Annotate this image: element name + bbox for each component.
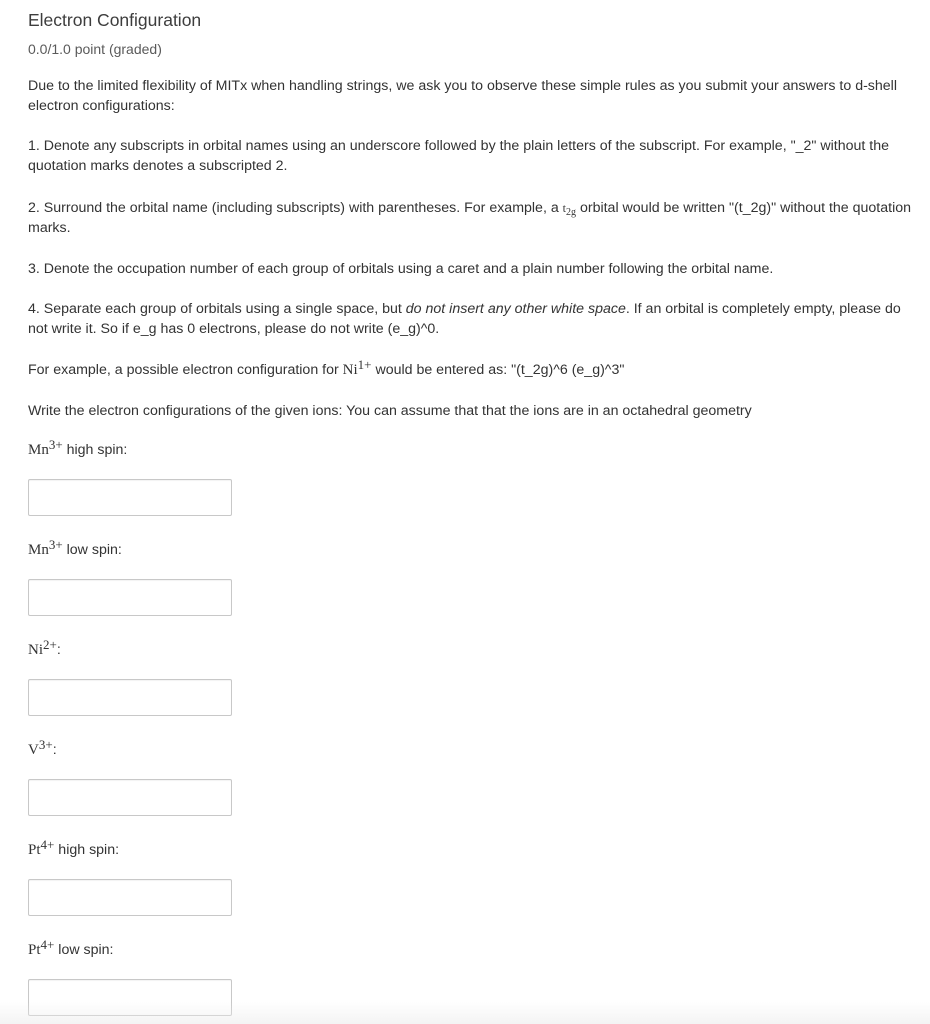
answer-input-v3[interactable] bbox=[28, 779, 232, 816]
question-suffix: low spin: bbox=[62, 542, 122, 558]
ion-charge: 3+ bbox=[48, 537, 63, 552]
instruction-text: Write the electron configurations of the given ions: You can assume that that the ions are in an octahedral geometry bbox=[28, 403, 752, 419]
ion-symbol bbox=[28, 637, 57, 658]
ion-element: Pt bbox=[28, 842, 41, 858]
rule-1-text: 1. Denote any subscripts in orbital names using an underscore followed by the plain letters of the subscript. For example, "_2" without the quotation marks denotes a subscripted 2. bbox=[28, 138, 889, 174]
question-label-pt4-low-spin bbox=[28, 937, 114, 959]
ion-charge: 3+ bbox=[48, 437, 63, 452]
rule-2-after: orbital would be written "(t_2g)" without the quotation marks. bbox=[28, 200, 912, 236]
ion-charge: 4+ bbox=[40, 937, 55, 952]
orbital-subscript: 2g bbox=[566, 207, 577, 218]
rule-2-text bbox=[28, 198, 918, 238]
question-label-mn3-low-spin bbox=[28, 537, 122, 559]
example-ion-symbol: Ni bbox=[342, 362, 358, 378]
orbital-base: t bbox=[562, 201, 567, 215]
ion-symbol bbox=[28, 837, 55, 858]
question-suffix: high spin: bbox=[54, 842, 120, 858]
question-suffix: : bbox=[56, 642, 61, 658]
example-before: For example, a possible electron configuration for bbox=[28, 362, 343, 378]
answer-input-ni2[interactable] bbox=[28, 679, 232, 716]
ion-symbol bbox=[28, 537, 63, 558]
intro-text: Due to the limited flexibility of MITx when handling strings, we ask you to observe these simple rules as you submit your answers to d-shell electron configurations: bbox=[28, 78, 897, 114]
problem-title: Electron Configuration bbox=[28, 10, 202, 30]
question-suffix: high spin: bbox=[62, 442, 128, 458]
ion-element: Pt bbox=[28, 942, 41, 958]
question-suffix: low spin: bbox=[54, 942, 114, 958]
example-text bbox=[28, 357, 918, 380]
example-after: would be entered as: "(t_2g)^6 (e_g)^3" bbox=[371, 362, 625, 378]
ion-element: Mn bbox=[28, 542, 49, 558]
rule-4-text bbox=[28, 299, 918, 339]
ion-charge: 3+ bbox=[38, 737, 53, 752]
question-label-ni2 bbox=[28, 637, 61, 659]
ion-symbol bbox=[28, 437, 63, 458]
answer-input-mn3-low-spin[interactable] bbox=[28, 579, 232, 616]
t2g-orbital-symbol bbox=[562, 201, 577, 218]
question-label-pt4-high-spin bbox=[28, 837, 120, 859]
ion-charge: 2+ bbox=[43, 637, 57, 652]
rule-4-emphasis: do not insert any other white space bbox=[405, 301, 626, 317]
ion-charge: 4+ bbox=[40, 837, 55, 852]
rule-4-after: . If an orbital is completely empty, please do not write it. So if e_g has 0 electrons, please do not write (e_g)^0. bbox=[28, 301, 901, 337]
ion-element: V bbox=[28, 742, 39, 758]
question-label-mn3-high-spin bbox=[28, 437, 128, 459]
ion-symbol bbox=[28, 937, 55, 958]
example-ion-charge: 1+ bbox=[357, 357, 372, 372]
ion-element: Mn bbox=[28, 442, 49, 458]
answer-input-mn3-high-spin[interactable] bbox=[28, 479, 232, 516]
rule-3-text: 3. Denote the occupation number of each group of orbitals using a caret and a plain number following the orbital name. bbox=[28, 261, 774, 277]
question-label-v3 bbox=[28, 737, 57, 759]
answer-input-pt4-low-spin[interactable] bbox=[28, 979, 232, 1016]
rule-2-before: 2. Surround the orbital name (including subscripts) with parentheses. For example, a bbox=[28, 200, 563, 216]
rule-4-before: 4. Separate each group of orbitals using a single space, but bbox=[28, 301, 406, 317]
ion-element: Ni bbox=[28, 642, 43, 658]
grade-status: 0.0/1.0 point (graded) bbox=[28, 41, 162, 57]
question-suffix: : bbox=[52, 742, 57, 758]
ion-symbol bbox=[28, 737, 53, 758]
example-ion bbox=[342, 357, 372, 378]
answer-input-pt4-high-spin[interactable] bbox=[28, 879, 232, 916]
